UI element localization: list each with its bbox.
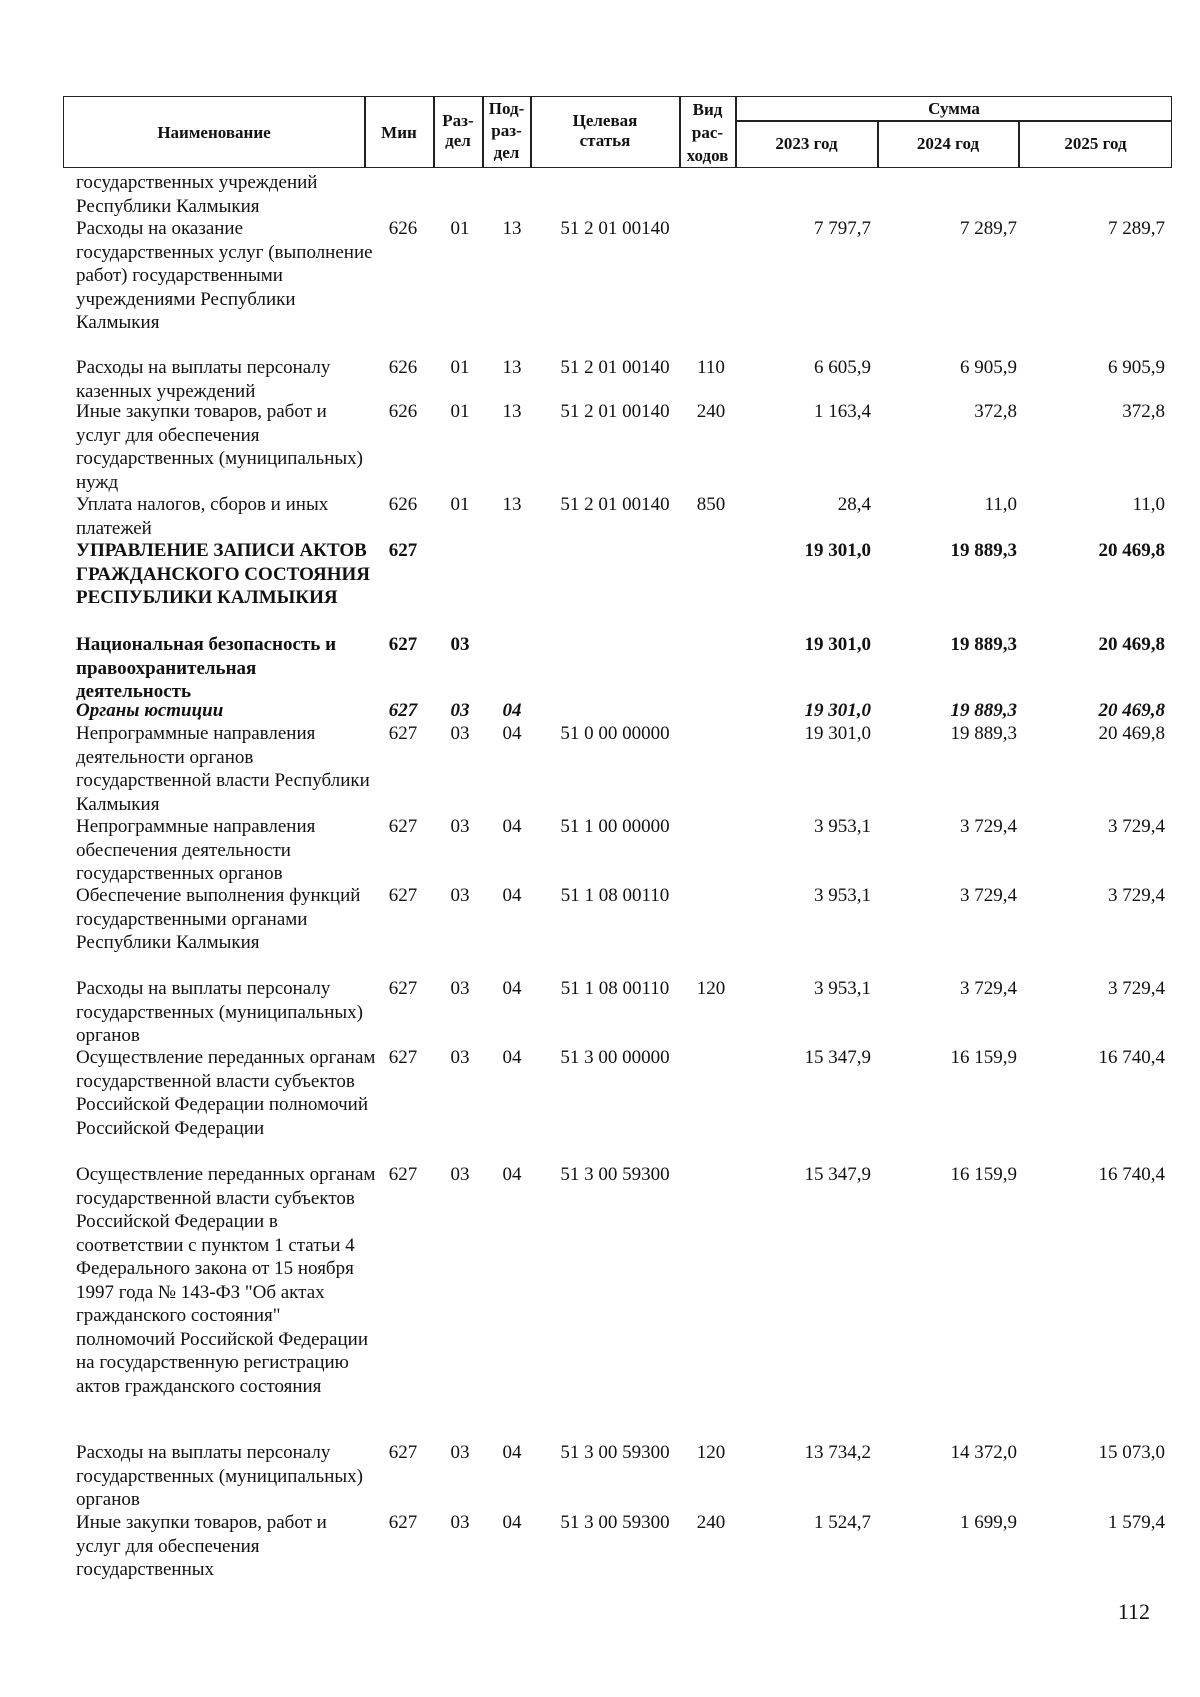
row-podrazdel: 13 (502, 494, 522, 515)
row-sum-2024: 19 889,3 (950, 634, 1017, 655)
row-sum-2025: 20 469,8 (1098, 723, 1165, 744)
row-sum-2024: 19 889,3 (950, 723, 1017, 744)
row-vid: 120 (696, 1442, 726, 1463)
header-vid: Вид рас- ходов (686, 100, 729, 165)
header-podrazdel: Под- раз- дел (488, 99, 525, 162)
row-sum-2025: 372,8 (1122, 401, 1165, 422)
row-sum-2025: 11,0 (1132, 494, 1165, 515)
row-podrazdel: 04 (502, 723, 522, 744)
row-sum-2023: 3 953,1 (814, 978, 871, 999)
row-razdel: 03 (450, 978, 470, 999)
row-sum-2023: 19 301,0 (804, 634, 871, 655)
row-min: 627 (388, 634, 418, 655)
row-celevaya: 51 3 00 59300 (560, 1442, 670, 1463)
row-sum-2025: 20 469,8 (1098, 540, 1165, 561)
row-name: Иные закупки товаров, работ и услуг для обеспечения государственных (76, 1512, 327, 1580)
row-sum-2023: 3 953,1 (814, 816, 871, 837)
row-name: Расходы на оказание государственных услуг (выполнение работ) государственными учреждениями Республики Калмыкия (76, 218, 373, 333)
header-celevaya: Целевая статья (572, 111, 638, 150)
row-podrazdel: 04 (502, 1047, 522, 1068)
header-name: Наименование (157, 123, 271, 142)
row-min: 626 (388, 401, 418, 422)
row-celevaya: 51 3 00 00000 (560, 1047, 670, 1068)
row-min: 627 (388, 700, 418, 721)
row-sum-2023: 7 797,7 (814, 218, 871, 239)
row-vid: 120 (696, 978, 726, 999)
row-celevaya: 51 2 01 00140 (560, 494, 670, 515)
row-min: 626 (388, 357, 418, 378)
row-podrazdel: 13 (502, 357, 522, 378)
header-2024: 2024 год (916, 134, 980, 153)
row-name: Иные закупки товаров, работ и услуг для обеспечения государственных (муниципальных) нужд (76, 401, 363, 493)
row-podrazdel: 04 (502, 1164, 522, 1185)
row-razdel: 03 (450, 1512, 470, 1533)
row-razdel: 03 (450, 816, 470, 837)
row-sum-2025: 6 905,9 (1108, 357, 1165, 378)
row-sum-2024: 3 729,4 (960, 885, 1017, 906)
row-name: УПРАВЛЕНИЕ ЗАПИСИ АКТОВ ГРАЖДАНСКОГО СОСТОЯНИЯ РЕСПУБЛИКИ КАЛМЫКИЯ (76, 540, 370, 608)
row-name: Осуществление переданных органам государственной власти субъектов Российской Федерации в соответствии с пунктом 1 статьи 4 Федерального закона от 15 ноября 1997 года № 143-ФЗ "Об актах гражданского состояния" полномочий Российской Федерации на государственную регистрацию актов гражданского состояния (76, 1164, 376, 1397)
row-min: 627 (388, 540, 418, 561)
row-min: 627 (388, 1164, 418, 1185)
row-celevaya: 51 0 00 00000 (560, 723, 670, 744)
row-celevaya: 51 3 00 59300 (560, 1512, 670, 1533)
header-min: Мин (381, 123, 417, 142)
row-celevaya: 51 1 08 00110 (560, 978, 670, 999)
page-number: 112 (1117, 1599, 1150, 1624)
row-podrazdel: 13 (502, 218, 522, 239)
header-2025: 2025 год (1064, 134, 1127, 153)
row-podrazdel: 13 (502, 401, 522, 422)
row-sum-2023: 15 347,9 (804, 1164, 871, 1185)
row-celevaya: 51 2 01 00140 (560, 401, 670, 422)
row-sum-2025: 3 729,4 (1108, 816, 1165, 837)
row-sum-2024: 14 372,0 (950, 1442, 1017, 1463)
row-name: Обеспечение выполнения функций государственными органами Республики Калмыкия (76, 885, 361, 953)
row-sum-2024: 3 729,4 (960, 978, 1017, 999)
row-sum-2024: 1 699,9 (960, 1512, 1017, 1533)
row-name: Расходы на выплаты персоналу государственных (муниципальных) органов (76, 978, 363, 1046)
row-name: Расходы на выплаты персоналу казенных учреждений (76, 357, 331, 402)
row-min: 627 (388, 816, 418, 837)
row-podrazdel: 04 (502, 816, 522, 837)
row-celevaya: 51 3 00 59300 (560, 1164, 670, 1185)
row-min: 627 (388, 978, 418, 999)
row-vid: 240 (696, 401, 726, 422)
row-sum-2024: 7 289,7 (960, 218, 1017, 239)
row-min: 626 (388, 494, 418, 515)
row-sum-2023: 19 301,0 (804, 723, 871, 744)
row-razdel: 01 (450, 494, 470, 515)
row-vid: 110 (697, 357, 725, 378)
row-sum-2025: 20 469,8 (1098, 634, 1165, 655)
row-razdel: 03 (450, 700, 470, 721)
row-sum-2023: 6 605,9 (814, 357, 871, 378)
row-razdel: 03 (450, 1164, 470, 1185)
row-name: Уплата налогов, сборов и иных платежей (76, 494, 329, 539)
row-sum-2025: 16 740,4 (1098, 1164, 1165, 1185)
row-sum-2023: 28,4 (837, 494, 871, 515)
row-razdel: 01 (450, 218, 470, 239)
row-celevaya: 51 1 00 00000 (560, 816, 670, 837)
row-razdel: 03 (450, 1442, 470, 1463)
row-razdel: 01 (450, 357, 470, 378)
row-sum-2025: 15 073,0 (1098, 1442, 1165, 1463)
row-celevaya: 51 2 01 00140 (560, 357, 670, 378)
header-summa: Сумма (928, 99, 980, 118)
row-sum-2023: 1 524,7 (814, 1512, 871, 1533)
row-podrazdel: 04 (502, 1442, 522, 1463)
row-sum-2025: 16 740,4 (1098, 1047, 1165, 1068)
row-min: 627 (388, 723, 418, 744)
row-podrazdel: 04 (502, 700, 522, 721)
row-sum-2024: 19 889,3 (950, 540, 1017, 561)
row-min: 627 (388, 1512, 418, 1533)
row-sum-2023: 1 163,4 (814, 401, 871, 422)
row-podrazdel: 04 (502, 1512, 522, 1533)
row-razdel: 03 (450, 723, 470, 744)
row-sum-2023: 15 347,9 (804, 1047, 871, 1068)
row-sum-2023: 19 301,0 (804, 700, 871, 721)
row-name: Непрограммные направления обеспечения деятельности государственных органов (76, 816, 316, 884)
row-sum-2025: 20 469,8 (1098, 700, 1165, 721)
row-name: Национальная безопасность и правоохранительная деятельность (76, 634, 337, 702)
row-name: Непрограммные направления деятельности органов государственной власти Республики Калмыкия (76, 723, 370, 815)
row-name: Органы юстиции (76, 700, 224, 721)
row-razdel: 01 (450, 401, 470, 422)
row-sum-2023: 3 953,1 (814, 885, 871, 906)
row-sum-2023: 19 301,0 (804, 540, 871, 561)
row-sum-2024: 372,8 (974, 401, 1017, 422)
row-sum-2025: 7 289,7 (1108, 218, 1165, 239)
row-name: Расходы на выплаты персоналу государственных (муниципальных) органов (76, 1442, 363, 1510)
row-sum-2024: 16 159,9 (950, 1164, 1017, 1185)
row-podrazdel: 04 (502, 978, 522, 999)
row-podrazdel: 04 (502, 885, 522, 906)
row-sum-2025: 1 579,4 (1108, 1512, 1165, 1533)
row-razdel: 03 (450, 1047, 470, 1068)
row-razdel: 03 (450, 885, 470, 906)
row-vid: 240 (696, 1512, 726, 1533)
header-razdel: Раз- дел (442, 111, 474, 150)
row-sum-2023: 13 734,2 (804, 1442, 871, 1463)
row-vid: 850 (696, 494, 726, 515)
row-min: 627 (388, 1442, 418, 1463)
row-sum-2024: 16 159,9 (950, 1047, 1017, 1068)
row-sum-2024: 3 729,4 (960, 816, 1017, 837)
row-razdel: 03 (450, 634, 470, 655)
row-name: Осуществление переданных органам государственной власти субъектов Российской Федерации полномочий Российской Федерации (76, 1047, 376, 1139)
row-sum-2025: 3 729,4 (1108, 978, 1165, 999)
row-min: 627 (388, 885, 418, 906)
row-sum-2025: 3 729,4 (1108, 885, 1165, 906)
row-celevaya: 51 1 08 00110 (560, 885, 670, 906)
row-name: государственных учреждений Республики Калмыкия (76, 172, 318, 217)
row-celevaya: 51 2 01 00140 (560, 218, 670, 239)
row-min: 626 (388, 218, 418, 239)
row-sum-2024: 19 889,3 (950, 700, 1017, 721)
row-sum-2024: 11,0 (984, 494, 1017, 515)
row-min: 627 (388, 1047, 418, 1068)
row-sum-2024: 6 905,9 (960, 357, 1017, 378)
header-2023: 2023 год (775, 134, 838, 153)
